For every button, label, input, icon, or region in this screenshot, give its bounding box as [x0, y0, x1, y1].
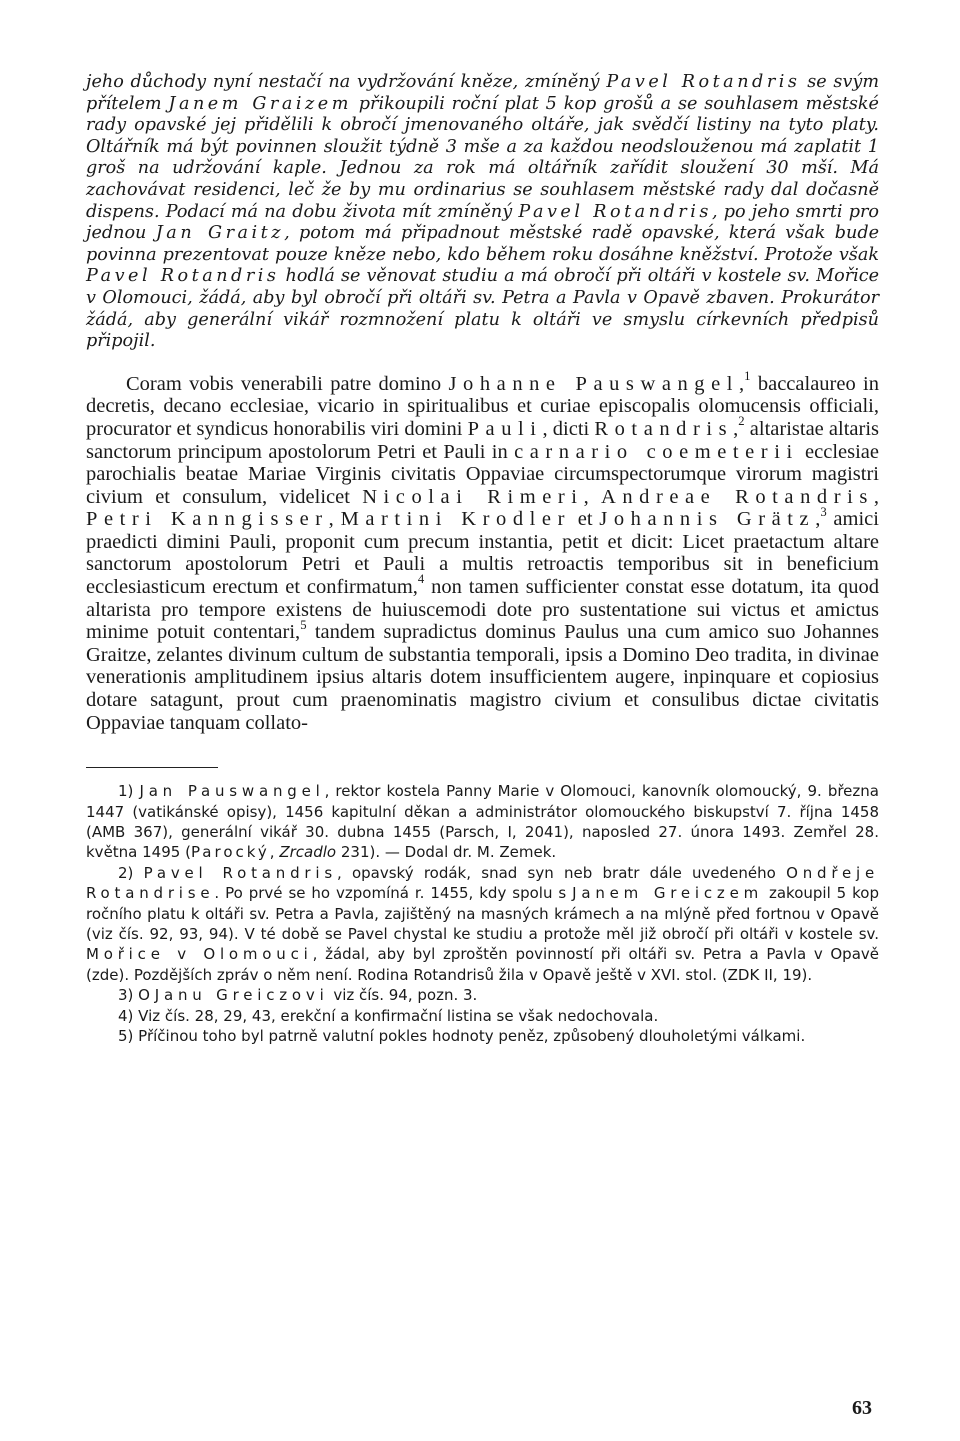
spaced-name: Jan Graitz [155, 223, 285, 244]
footnote-text: Viz čís. 28, 29, 43, erekční a konfirmační listina se však nedochovala. [133, 1006, 659, 1025]
summary-text: , potom má připadnout městské radě opavské, která však bude povinna prezentovat pouze kněze nebo, kdo během roku dosáhne kněžství. Protože však [86, 223, 880, 265]
footnote-number: 1) [118, 782, 134, 801]
spaced-name: Pauli [467, 417, 543, 440]
body-text: Coram vobis venerabili patre domino [126, 372, 449, 395]
spaced-name: Andreae Rotandris [600, 485, 874, 508]
footnote-number: 5) [118, 1027, 134, 1046]
footnote-5 [86, 1026, 879, 1046]
spaced-name: Rotandris [594, 417, 734, 440]
footnote-text: , žádal, aby byl zproštěn povinností při oltáři sv. Petra a Pavla v Opavě (zde). Pozdějších zpráv o něm není. Rodina Rotandrisů žila v Opavě ještě v XVI. stol. (ZDK II, 19). [86, 945, 880, 984]
footnote-number: 3) [118, 986, 134, 1005]
spaced-name: Pavel Rotandris [518, 201, 712, 222]
body-text: , [328, 508, 341, 531]
body-text: non tamen sufficienter constat esse dotatum, ita quod altarista pro tempore existens de huiuscemodi dote pro sustentatione sui victus et amictus minime potuit contentari, [86, 576, 879, 644]
spaced-name: Pavel Rotandris [143, 863, 337, 882]
footnote-text: viz čís. 94, pozn. 3. [328, 986, 478, 1005]
spaced-name: Petri Kanngisser [86, 508, 329, 531]
spaced-name: Pavel Rotandris [86, 266, 280, 287]
page-number: 63 [852, 1397, 872, 1419]
footnote-text: , rektor kostela Panny Marie v Olomouci, kanovník olomoucký, 9. března 1447 (vatikánské opisy), 1456 kapitulní děkan a administrátor olomouckého biskupství 7. října 1458 (AMB 367), generální vikář 30. dubna 1455 (Parsch, I, 2041), naposled 27. února 1493. Zemřel 28. května 1495 ( [86, 782, 879, 862]
body-text: , [873, 485, 880, 508]
spaced-name: Jan Pauswangel [139, 782, 325, 801]
latin-document-text: Coram vobis venerabili patre domino Johanne Pauswangel,$^1$ baccalaureo in decretis, decano ecclesiae, vicario in spiritualibus et curiae episcopalis olomucensis officiali, procurator et syndicus honorabilis viri domini Pauli, dicti Rotandris,$^2$ altaristae altaris sanctorum principum apostolorum Petri et Pauli in carnario coemeterii ecclesiae parochialis beatae Mariae Virginis civitatis Oppaviae circumspectorumque virorum magistri civium et consulum, videlicet Nicolai Rimeri, Andreae Rotandris, Petri Kanngisser, Martini Krodler et Johannis Grätz,$^3$ amici praedicti dimini Pauli, proponit cum precum instantia, petit et dicit: Licet praetactum altare sanctorum apostolorum Petri et Pauli a multis retroactis temporibus sit in beneficium ecclesiasticum erectum et confirmatum,$^4$ non tamen sufficienter constat esse dotatum, ita quod altarista pro tempore existens de huiuscemodi dote pro sustentatione sui victus et amictus minime potuit contentari,$^5$ tandem supradictus dominus Paulus una cum amico suo Johannes Graitze, zelantes divinum cultum de substantia temporali, ipsis a Domino Deo tradita, in divinae venerationis amplitudinem ipsius altaris dotem insufficientem augere, inpinquare et copiosius dotare satagunt, prout cum praenominatis magistro civium et consulibus dictae civitatis Oppaviae tanquam collato- [86, 368, 880, 734]
footnote-text: , [269, 843, 280, 862]
spaced-name: Pavel Rotandris [606, 72, 801, 92]
footnote-3 [86, 985, 879, 1005]
spaced-name: Parocký [190, 843, 270, 862]
body-text: ecclesiae parochialis beatae Mariae Virginis civitatis Oppaviae circumspectorumque virorum magistri civium et consulum, videlicet [86, 440, 879, 508]
footnote-number: 4) [118, 1006, 134, 1025]
footnotes [86, 781, 879, 1046]
body-text: tandem supradictus dominus Paulus una cum amico suo Johannes Graitze, zelantes divinum cultum de substantia temporali, ipsis a Domino Deo tradita, in divinae venerationis amplitudinem ipsius altaris dotem insufficientem augere, inpinquare et copiosius dotare satagunt, prout cum praenominatis magistro civium et consulibus dictae civitatis Oppaviae tanquam collato- [86, 621, 879, 734]
spaced-name: Ondřeje Rotandrise [86, 863, 879, 903]
footnote-2 [86, 863, 879, 985]
footnote-text: Příčinou toho byl patrně valutní pokles hodnoty peněz, způsobený dlouholetými válkami. [133, 1027, 806, 1046]
footnote-ref: 4 [417, 572, 425, 587]
page-content [86, 72, 879, 1047]
summary-text: přikoupili roční plat 5 kop grošů a se souhlasem městské rady opavské jej přidělili k obročí jmenovaného oltáře, jak svědčí listiny na tyto platy. Oltářník má být povinnen sloužit týdně 3 mše a za každou neodslouženou má zaplatit 1 groš na udržování kaple. Jednou za rok má oltářník zařídit sloužení 30 mší. Má zachovávat residenci, leč že by mu ordinarius se souhlasem městské rady dal dočasně dispens. Podací má na dobu života mít zmíněný [86, 93, 879, 222]
body-text: , dicti [542, 417, 595, 440]
spaced-name: Janem Greiczem [572, 884, 764, 903]
spaced-name: Martini Krodler [340, 508, 571, 531]
footnote-ref: 3 [820, 504, 827, 519]
spaced-name: Mořice v Olomouci [86, 945, 313, 964]
summary-text: jeho důchody nyní nestačí na vydržování kněze, zmíněný [86, 72, 607, 92]
footnote-ref: 1 [744, 368, 751, 383]
footnote-text: 231). — Dodal dr. M. Zemek. [336, 843, 557, 862]
spaced-name: Janu Greiczovi [154, 986, 329, 1005]
footnote-number: 2) [118, 863, 134, 882]
summary-text: hodlá se věnovat studiu a má obročí při oltáři v kostele sv. Mořice v Olomouci, žádá, aby byl obročí při oltáři sv. Petra a Pavla v Opavě zbaven. Prokurátor žádá, aby generální vikář rozmnožení platu k oltáři ve smyslu církevních předpisů připojil. [86, 266, 879, 352]
footnote-ref: 2 [738, 414, 745, 429]
summary-text: se svým přítelem [86, 72, 880, 114]
footnote-ref: 5 [300, 617, 307, 632]
footnote-text: , opavský rodák, snad syn neb bratr dále uvedeného [336, 863, 787, 882]
footnote-4 [86, 1006, 879, 1026]
footnote-divider [86, 767, 218, 768]
footnote-text: O [133, 986, 155, 1005]
spaced-name: carnario coemeterii [514, 440, 799, 463]
spaced-name: Johannis Grätz [599, 508, 816, 531]
footnote-1 [86, 781, 879, 863]
body-text: baccalaureo in decretis, decano ecclesiae, vicario in spiritualibus et curiae episcopalis olomucensis officiali, procurator et syndicus honorabilis viri domini [86, 372, 880, 440]
spaced-name: Johanne Pauswangel [448, 372, 740, 395]
body-text: altaristae altaris sanctorum principum apostolorum Petri et Pauli in [86, 417, 879, 463]
summary-text: , po jeho smrti pro jednou [86, 201, 879, 244]
body-text: amici praedicti dimini Pauli, proponit cum precum instantia, petit et dicit: Licet praetactum altare sanctorum apostolorum Petri et Pauli a multis retroactis temporibus sit in beneficium ecclesiasticum erectum et confirmatum, [86, 508, 879, 599]
spaced-name: Janem Graizem [168, 93, 352, 114]
footnote-text: zakoupil 5 kop ročního platu k oltáři sv. Petra a Pavla, zajištěný na masných krámech a na mlýně před fortnou v Opavě (viz čís. 92, 93, 94). V té době se Pavel chystal ke studiu a protože měl již obročí při oltáři v kostele sv. [86, 884, 879, 944]
spaced-name: Nicolai Rimeri [362, 485, 584, 508]
body-text: et [570, 508, 600, 531]
czech-summary [86, 72, 879, 353]
footnote-text: . Po prvé se ho vzpomíná r. 1455, kdy spolu s [214, 884, 573, 903]
citation-title: Zrcadlo [279, 843, 337, 862]
body-text: , [583, 485, 601, 508]
